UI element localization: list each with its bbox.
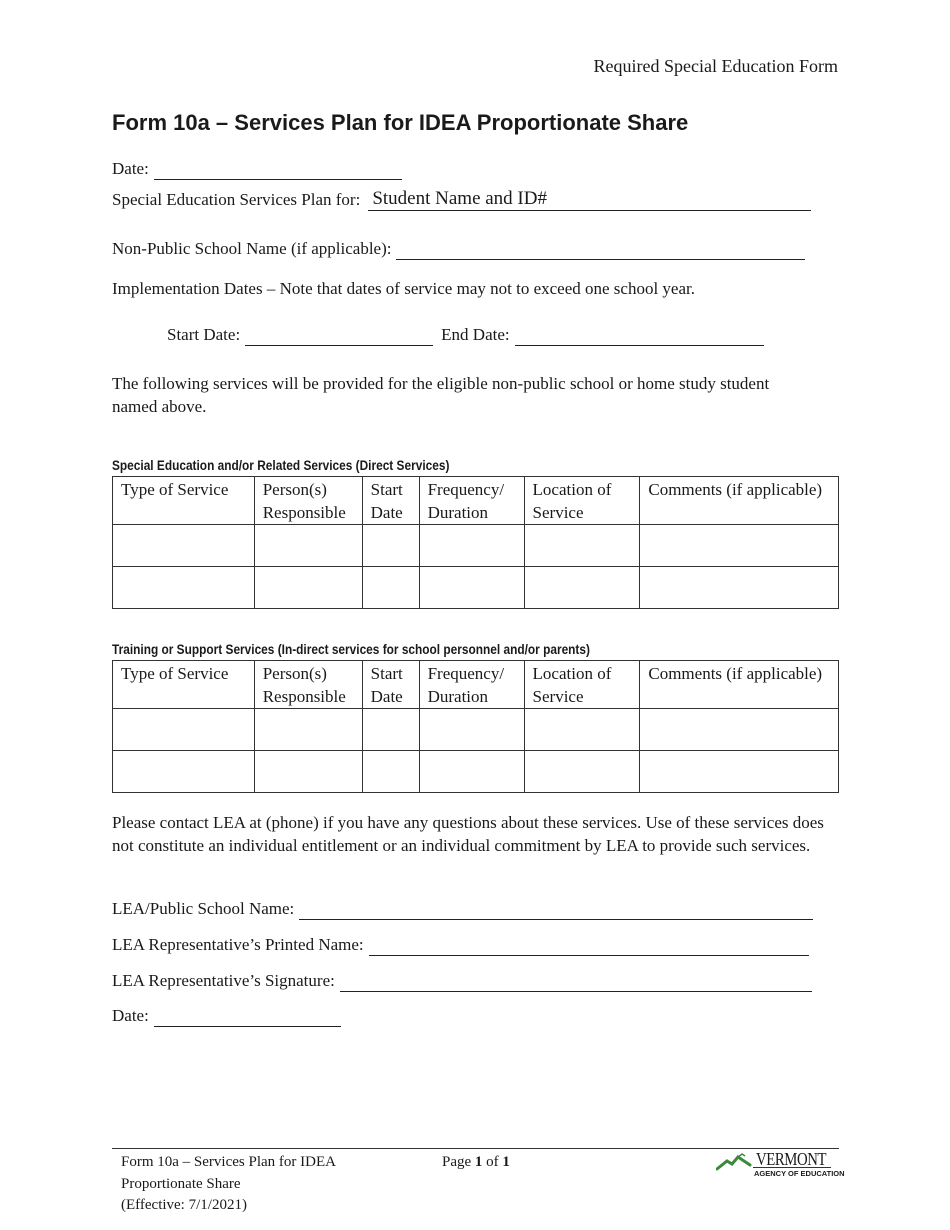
indirect-services-caption: Training or Support Services (In-direct services for school personnel and/or parents) [112, 642, 590, 657]
table-row [113, 751, 839, 793]
rep-signature-row [112, 969, 812, 992]
footer-form-name-line2: Proportionate Share [121, 1175, 241, 1192]
col-location-of-service: Location of Service [524, 661, 640, 709]
footer-form-name [121, 1152, 336, 1217]
direct-services-caption: Special Education and/or Related Services (Direct Services) [112, 458, 450, 473]
col-frequency-duration: Frequency/ Duration [419, 661, 524, 709]
table-cell[interactable] [362, 709, 419, 751]
col-persons-responsible: Person(s) Responsible [254, 661, 362, 709]
table-cell[interactable] [640, 751, 839, 793]
col-start-date: Start Date [362, 661, 419, 709]
start-date-label: Start Date: [167, 325, 241, 344]
table-cell[interactable] [254, 709, 362, 751]
page-of: of [482, 1154, 503, 1170]
rep-printed-row [112, 933, 809, 956]
nonpublic-label: Non-Public School Name (if applicable): [112, 239, 392, 258]
table-cell[interactable] [113, 567, 255, 609]
page-total: 1 [502, 1154, 510, 1170]
table-row [113, 525, 839, 567]
col-persons-responsible: Person(s) Responsible [254, 477, 362, 525]
table-cell[interactable] [419, 567, 524, 609]
logo-agency: AGENCY OF EDUCATION [754, 1169, 845, 1178]
vermont-logo [716, 1149, 845, 1180]
page-title: Form 10a – Services Plan for IDEA Proportionate Share [112, 110, 689, 135]
student-name-input[interactable]: Student Name and ID# [368, 188, 811, 211]
contact-text: Please contact LEA at (phone) if you have any questions about these services. Use of these services does not constitute an individual entitlement or an individual commitment by LEA to provide such services. [112, 813, 824, 855]
col-comments: Comments (if applicable) [640, 477, 839, 525]
nonpublic-row [112, 237, 805, 260]
rep-signature-input[interactable] [340, 975, 812, 992]
indirect-services-table [112, 660, 839, 793]
end-date-input[interactable] [515, 329, 764, 346]
end-date-label: End Date: [441, 325, 510, 344]
page-current: 1 [474, 1154, 483, 1170]
date-row [112, 157, 402, 180]
date-input[interactable] [154, 163, 402, 180]
table-cell[interactable] [362, 525, 419, 567]
footer-effective-date: (Effective: 7/1/2021) [121, 1197, 247, 1213]
rep-printed-label: LEA Representative’s Printed Name: [112, 935, 364, 954]
table-cell[interactable] [640, 525, 839, 567]
table-cell[interactable] [362, 751, 419, 793]
rep-printed-name-input[interactable] [369, 939, 809, 956]
form-type-header: Required Special Education Form [593, 56, 838, 76]
plan-for-row [112, 188, 811, 211]
table-cell[interactable] [524, 567, 640, 609]
mountain-icon [716, 1152, 756, 1174]
table-cell[interactable] [419, 709, 524, 751]
plan-for-label: Special Education Services Plan for: [112, 190, 361, 209]
table-cell[interactable] [254, 525, 362, 567]
table-cell[interactable] [362, 567, 419, 609]
table-cell[interactable] [524, 751, 640, 793]
table-cell[interactable] [524, 525, 640, 567]
rep-signature-label: LEA Representative’s Signature: [112, 971, 335, 990]
dates-row [167, 323, 764, 346]
table-cell[interactable] [113, 525, 255, 567]
table-cell[interactable] [419, 525, 524, 567]
table-cell[interactable] [419, 751, 524, 793]
footer-divider [112, 1148, 839, 1149]
table-cell[interactable] [254, 751, 362, 793]
sign-date-row [112, 1004, 341, 1027]
col-type-of-service: Type of Service [113, 661, 255, 709]
date-label: Date: [112, 159, 149, 178]
table-cell[interactable] [640, 709, 839, 751]
sign-date-input[interactable] [154, 1010, 341, 1027]
col-location-of-service: Location of Service [524, 477, 640, 525]
footer-form-name-line1: Form 10a – Services Plan for IDEA [121, 1154, 336, 1170]
page-prefix: Page [442, 1154, 475, 1170]
col-type-of-service: Type of Service [113, 477, 255, 525]
implementation-note: Implementation Dates – Note that dates of service may not to exceed one school year. [112, 279, 695, 298]
table-cell[interactable] [524, 709, 640, 751]
table-cell[interactable] [113, 709, 255, 751]
col-start-date: Start Date [362, 477, 419, 525]
lea-name-row [112, 897, 813, 920]
col-frequency-duration: Frequency/ Duration [419, 477, 524, 525]
table-cell[interactable] [113, 751, 255, 793]
sign-date-label: Date: [112, 1006, 149, 1025]
direct-services-table [112, 476, 839, 609]
table-row [113, 567, 839, 609]
table-cell[interactable] [640, 567, 839, 609]
table-row [113, 709, 839, 751]
nonpublic-school-input[interactable] [396, 243, 805, 260]
lea-name-label: LEA/Public School Name: [112, 899, 295, 918]
start-date-input[interactable] [245, 329, 433, 346]
table-header-row [113, 661, 839, 709]
lea-name-input[interactable] [299, 903, 813, 920]
table-cell[interactable] [254, 567, 362, 609]
table-header-row [113, 477, 839, 525]
logo-name: VERMONT [756, 1149, 827, 1169]
page-number [442, 1152, 510, 1174]
col-comments: Comments (if applicable) [640, 661, 839, 709]
intro-text: The following services will be provided for the eligible non-public school or home study student named above. [112, 374, 770, 416]
